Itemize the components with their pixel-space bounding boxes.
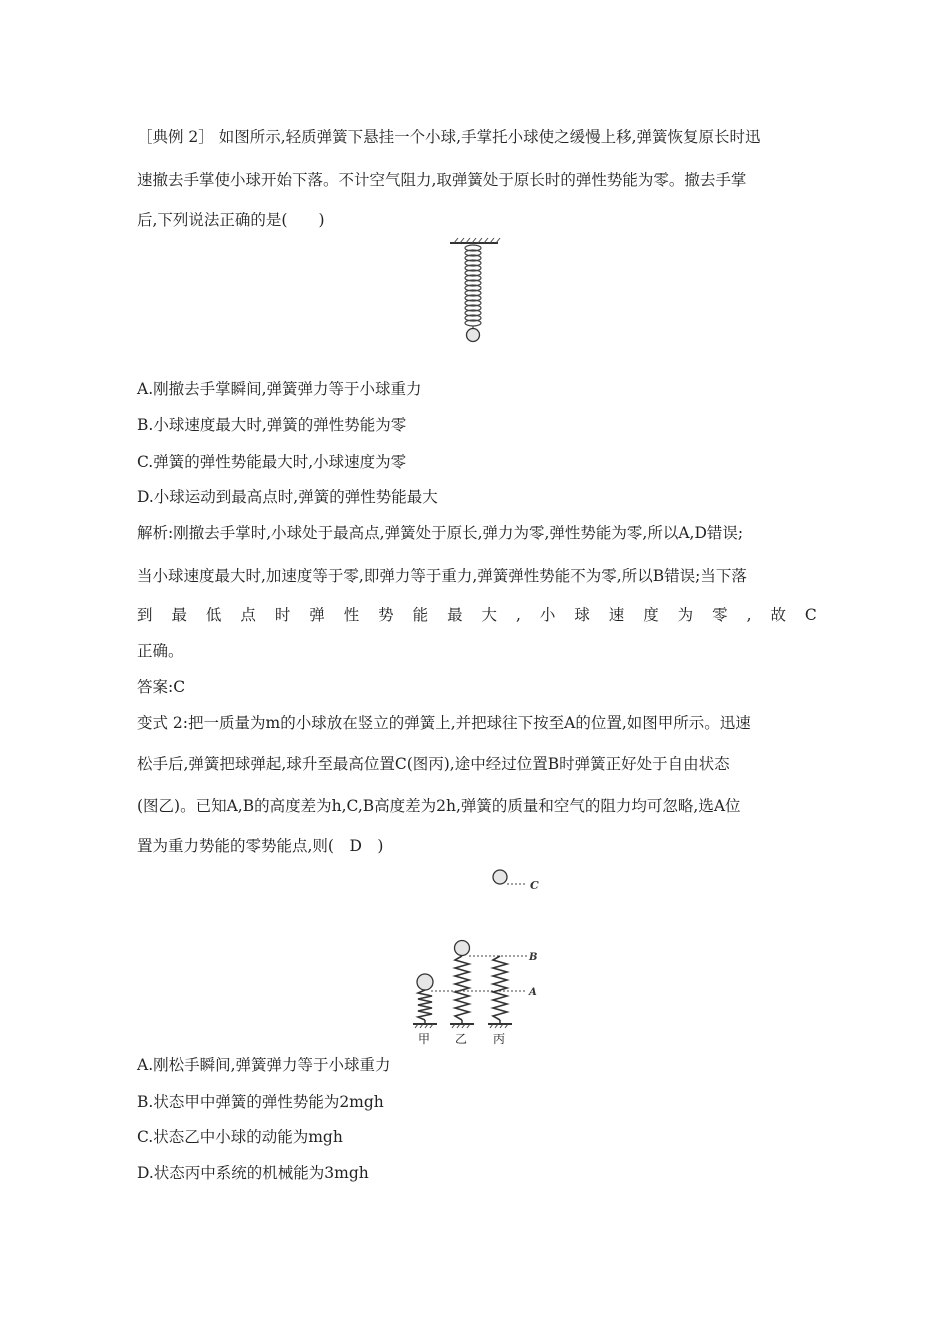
analysis-char: 球 [574, 606, 590, 624]
example-2-option-b: B.小球速度最大时,弹簧的弹性势能为零 [137, 416, 407, 434]
analysis-char: 时 [274, 606, 291, 624]
example-2-option-d: D.小球运动到最高点时,弹簧的弹性势能最大 [137, 488, 438, 506]
example-2-option-a: A.刚撤去手掌瞬间,弹簧弹力等于小球重力 [137, 380, 422, 398]
analysis-char: 势 [378, 606, 394, 624]
analysis-char: 低 [205, 606, 222, 624]
analysis-char: 小 [539, 606, 556, 624]
analysis-char: 零 [712, 606, 728, 624]
label-c: C [530, 879, 539, 892]
example-2-text-line-3: 后,下列说法正确的是( ) [137, 211, 325, 229]
hanging-spring-figure [446, 236, 502, 346]
ball [467, 329, 480, 342]
spring-jia [418, 990, 432, 1020]
example-2-option-c: C.弹簧的弹性势能最大时,小球速度为零 [137, 453, 407, 471]
analysis-char: 速 [608, 606, 625, 624]
label-b: B [529, 952, 538, 963]
spring-bing [493, 956, 507, 1020]
variant-2-text-line-1: 变式 2:把一质量为m的小球放在竖立的弹簧上,并把球往下按至A的位置,如图甲所示。迅速 [137, 714, 751, 732]
analysis-char: , [746, 606, 752, 624]
analysis-char: 度 [643, 606, 659, 624]
analysis-char: 点 [240, 606, 256, 624]
analysis-char: 弹 [309, 606, 325, 624]
analysis-line-2: 当小球速度最大时,加速度等于零,即弹力等于重力,弹簧弹性势能不为零,所以B错误;当下落 [137, 567, 747, 585]
analysis-char: 最 [447, 606, 463, 624]
analysis-line-3 [137, 604, 817, 626]
example-2-text-line-1: ［典例 2］ 如图所示,轻质弹簧下悬挂一个小球,手掌托小球使之缓慢上移,弹簧恢复原长时迅 [137, 128, 761, 146]
label-bing: 丙 [493, 1032, 506, 1046]
variant-2-text-line-2: 松手后,弹簧把球弹起,球升至最高位置C(图丙),途中经过位置B时弹簧正好处于自由状态 [137, 755, 730, 773]
label-a: A [529, 987, 537, 998]
analysis-char: 最 [171, 606, 187, 624]
variant-2-option-d: D.状态丙中系统的机械能为3mgh [137, 1164, 369, 1182]
variant-2-text-line-3: (图乙)。已知A,B的高度差为h,C,B高度差为2h,弹簧的质量和空气的阻力均可忽略,选A位 [137, 797, 741, 815]
variant-2-option-c: C.状态乙中小球的动能为mgh [137, 1128, 343, 1146]
analysis-char: , [515, 606, 521, 624]
analysis-char: 大 [481, 606, 498, 624]
answer: 答案:C [137, 678, 186, 696]
analysis-line-1: 解析:刚撤去手掌时,小球处于最高点,弹簧处于原长,弹力为零,弹性势能为零,所以A,D错误; [137, 524, 744, 542]
analysis-char: 性 [343, 606, 360, 624]
ball-c [493, 870, 507, 884]
variant-2-option-b: B.状态甲中弹簧的弹性势能为2mgh [137, 1093, 384, 1111]
example-2-text-line-2: 速撤去手掌使小球开始下落。不计空气阻力,取弹簧处于原长时的弹性势能为零。撤去手掌 [137, 171, 747, 189]
analysis-char: 故 [770, 606, 786, 624]
label-jia: 甲 [418, 1032, 431, 1046]
variant-2-option-a: A.刚松手瞬间,弹簧弹力等于小球重力 [137, 1056, 391, 1074]
analysis-char: 到 [137, 606, 153, 624]
spring-states-figure [405, 862, 555, 1047]
analysis-line-4: 正确。 [137, 642, 184, 660]
spring-yi [455, 956, 469, 1020]
analysis-char: 能 [412, 606, 429, 624]
analysis-char: C [804, 606, 817, 624]
variant-2-text-line-4: 置为重力势能的零势能点,则( D ) [137, 837, 384, 855]
label-yi: 乙 [455, 1032, 468, 1046]
ball-yi [455, 941, 470, 956]
analysis-char: 为 [677, 606, 694, 624]
ball-jia [417, 974, 433, 990]
